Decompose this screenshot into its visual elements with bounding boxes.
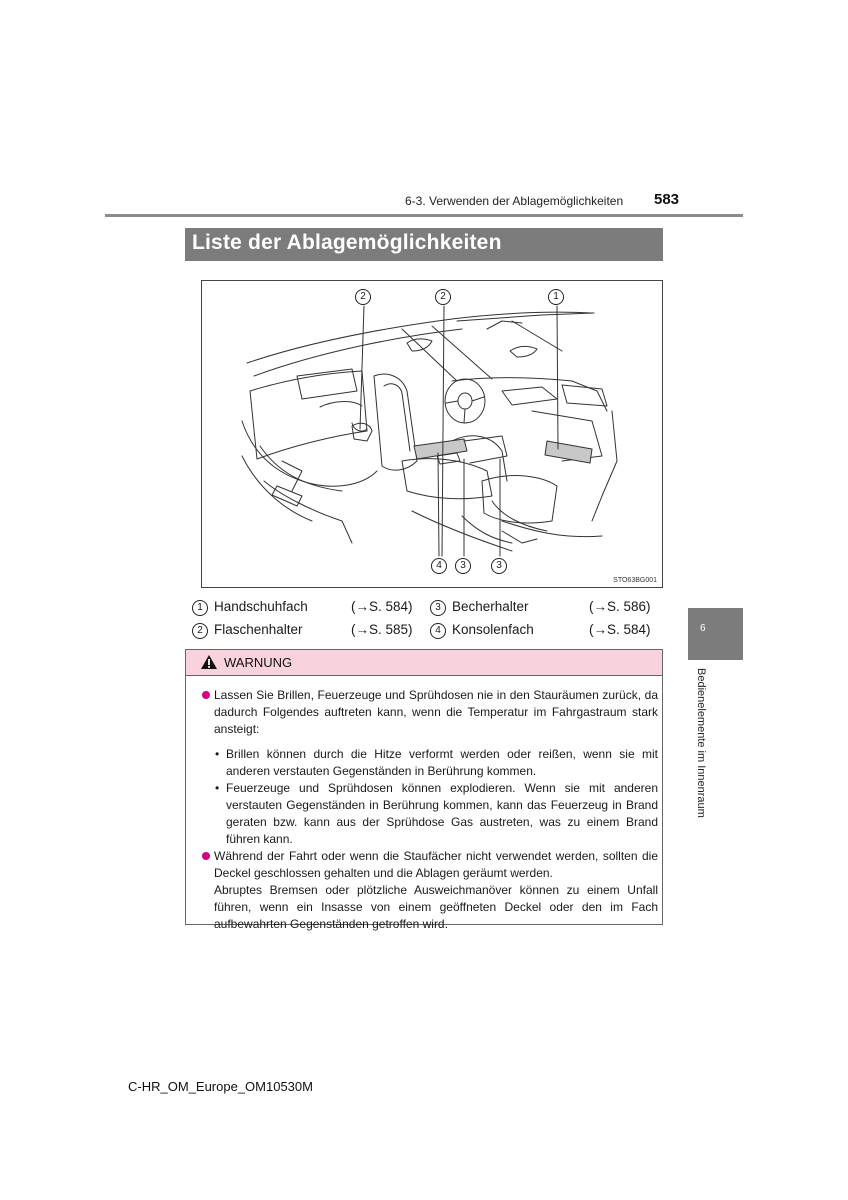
page-number: 583 bbox=[654, 191, 680, 208]
warning-bullet-1 bbox=[202, 687, 658, 738]
warning-sub-item-2-text: Feuerzeuge und Sprühdosen können explodieren. Wenn sie mit anderen verstauten Gegenständen in Berührung kommen, kann das Feuerzeug in Brand geraten bzw. kann aus der Sprühdose Gas austreten, was zu einem Brand führen kann. bbox=[226, 781, 658, 846]
legend-ref-cup-holder: (→S. 586) bbox=[589, 599, 651, 614]
legend-num-3: 3 bbox=[430, 600, 446, 616]
warning-sub-item-2 bbox=[202, 780, 658, 848]
warning-bullet-2-text: Während der Fahrt oder wenn die Staufächer nicht verwendet werden, sollten die Deckel geschlossen gehalten und die Ablagen geräumt werden. bbox=[214, 849, 658, 880]
legend-ref-console-box: (→S. 584) bbox=[589, 622, 651, 637]
sub-bullet-icon: • bbox=[215, 747, 220, 761]
warning-bullet-2-continuation: Abruptes Bremsen oder plötzliche Ausweichmanöver können zu einem Unfall führen, wenn ein Insasse von einem geöffneten Deckel oder den im Fach aufbewahrten Gegenständen getroffen wird. bbox=[214, 883, 658, 931]
warning-title: WARNUNG bbox=[224, 655, 293, 670]
legend-num-4: 4 bbox=[430, 623, 446, 639]
callout-4-console-box: 4 bbox=[431, 558, 447, 574]
bullet-dot-icon bbox=[202, 691, 210, 699]
figure-code: STO63BG001 bbox=[613, 577, 657, 584]
chapter-tab bbox=[688, 608, 743, 660]
warning-sub-item-1-text: Brillen können durch die Hitze verformt werden oder reißen, wenn sie mit anderen verstauten Gegenständen in Berührung kommen. bbox=[226, 747, 658, 778]
warning-bullet-1-text: Lassen Sie Brillen, Feuerzeuge und Sprühdosen nie in den Stauräumen zurück, da dadurch Folgendes auftreten kann, wenn die Temperatur im Fahrgastraum stark ansteigt: bbox=[214, 688, 658, 736]
interior-illustration bbox=[201, 280, 663, 588]
legend-label-cup-holder: Becherhalter bbox=[452, 599, 529, 614]
legend-row-2 bbox=[192, 622, 652, 640]
sub-bullet-icon: • bbox=[215, 781, 220, 795]
section-title: Liste der Ablagemöglichkeiten bbox=[192, 231, 502, 254]
warning-bullet-2 bbox=[202, 848, 658, 933]
section-title-bar bbox=[185, 228, 663, 261]
callout-3-cup-holder-right: 3 bbox=[491, 558, 507, 574]
warning-box bbox=[185, 649, 663, 931]
car-interior-drawing bbox=[202, 281, 662, 587]
running-header-section: 6-3. Verwenden der Ablagemöglichkeiten bbox=[405, 194, 624, 208]
callout-2-bottle-holder-center: 2 bbox=[435, 289, 451, 305]
bullet-dot-icon bbox=[202, 852, 210, 860]
header-divider bbox=[105, 214, 743, 217]
warning-header bbox=[186, 650, 662, 676]
chapter-label: Bedienelemente im Innenraum bbox=[695, 668, 707, 818]
warning-body bbox=[202, 687, 658, 933]
legend-num-1: 1 bbox=[192, 600, 208, 616]
document-code-footer: C-HR_OM_Europe_OM10530M bbox=[128, 1079, 313, 1094]
legend-num-2: 2 bbox=[192, 623, 208, 639]
legend-ref-bottle-holder: (→S. 585) bbox=[351, 622, 413, 637]
legend-label-bottle-holder: Flaschenhalter bbox=[214, 622, 303, 637]
callout-1-glove-box: 1 bbox=[548, 289, 564, 305]
warning-sub-item-1 bbox=[202, 746, 658, 780]
legend-label-console-box: Konsolenfach bbox=[452, 622, 534, 637]
legend-ref-glove-box: (→S. 584) bbox=[351, 599, 413, 614]
legend-label-glove-box: Handschuhfach bbox=[214, 599, 308, 614]
warning-triangle-icon bbox=[200, 654, 218, 670]
chapter-number: 6 bbox=[700, 623, 706, 634]
legend-row-1 bbox=[192, 599, 652, 617]
callout-3-cup-holder-left: 3 bbox=[455, 558, 471, 574]
callout-2-bottle-holder-left: 2 bbox=[355, 289, 371, 305]
